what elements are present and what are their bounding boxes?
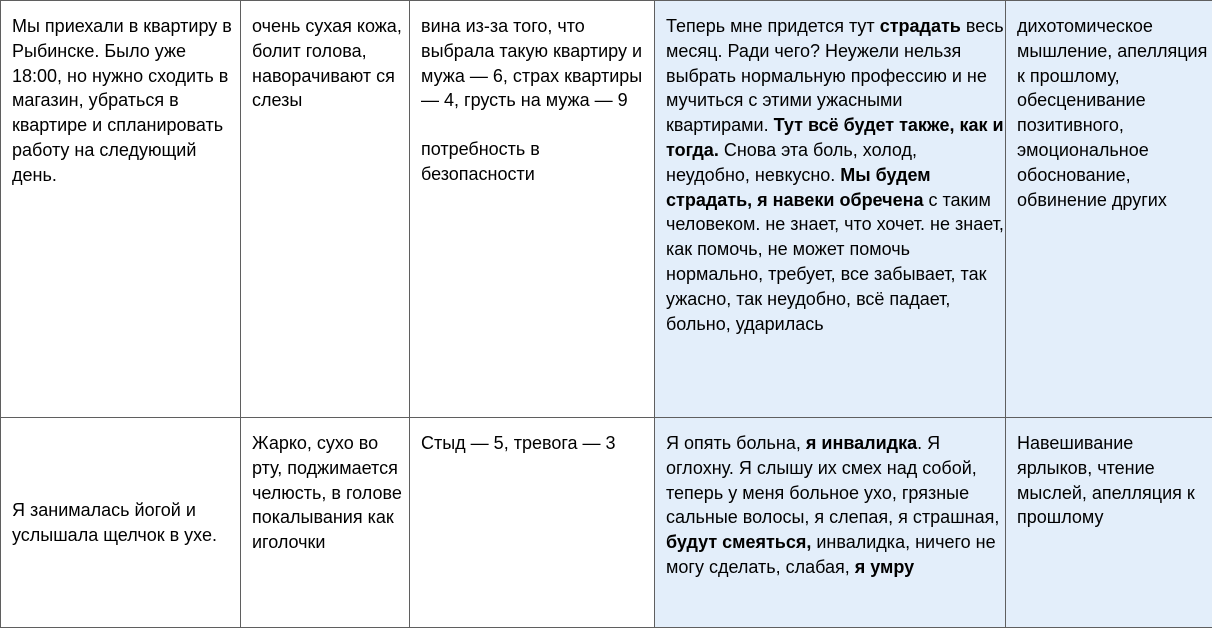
emotions-cell: [410, 418, 655, 628]
body-sensations-cell: [241, 1, 410, 418]
table-row: [1, 1, 1212, 418]
body-sensations-text: очень сухая кожа, болит голова, наворачивают ся слезы: [252, 16, 402, 110]
thought-emphasis: Мы будем страдать, я навеки обречена: [666, 165, 931, 210]
distortions-text: дихотомическое мышление, апелляция к прошлому, обесценивание позитивного, эмоциональное обоснование, обвинение других: [1017, 16, 1207, 210]
thought-emphasis: страдать: [880, 16, 961, 36]
thought-emphasis: я умру: [855, 557, 914, 577]
situation-cell: [1, 1, 241, 418]
needs-text: потребность в безопасности: [421, 137, 654, 187]
thought-text: . Я оглохну. Я слышу их смех над собой, теперь у меня больное ухо, грязные сальные волосы, я слепая, я страшная,: [666, 433, 999, 527]
body-sensations-cell: [241, 418, 410, 628]
situation-text: Я занималась йогой и услышала щелчок в ухе.: [12, 500, 217, 545]
thought-emphasis: Тут всё будет также, как и тогда.: [666, 115, 1004, 160]
cognitive-distortions-cell: [1006, 1, 1212, 418]
table-row: [1, 418, 1212, 628]
thought-emphasis: я инвалидка: [806, 433, 917, 453]
thought-text: Я опять больна,: [666, 433, 806, 453]
thought-text: Снова эта боль, холод, неудобно, невкусно.: [666, 140, 917, 185]
thought-text: инвалидка, ничего не могу сделать, слабая,: [666, 532, 996, 577]
thought-text: с таким человеком. не знает, что хочет. не знает, как помочь, не может помочь нормально, требует, все забывает, так ужасно, так неудобно, всё падает, больно, ударилась: [666, 190, 1004, 334]
situation-cell: [1, 418, 241, 628]
situation-text: Мы приехали в квартиру в Рыбинске. Было уже 18:00, но нужно сходить в магазин, убраться в квартире и спланировать работу на следующий день.: [12, 16, 232, 185]
emotions-cell: [410, 1, 655, 418]
thought-text: Теперь мне придется тут: [666, 16, 880, 36]
automatic-thoughts-cell: [655, 1, 1006, 418]
thought-emphasis: будут смеяться,: [666, 532, 811, 552]
body-sensations-text: Жарко, сухо во рту, поджимается челюсть, в голове покалывания как иголочки: [252, 433, 402, 552]
emotions-text: вина из-за того, что выбрала такую квартиру и мужа — 6, страх квартиры — 4, грусть на мужа — 9: [421, 14, 654, 113]
emotions-text: Стыд — 5, тревога — 3: [421, 431, 654, 456]
cognitive-distortions-cell: [1006, 418, 1212, 628]
automatic-thoughts-cell: [655, 418, 1006, 628]
thought-text: весь месяц. Ради чего? Неужели нельзя выбрать нормальную профессию и не мучиться с этими ужасными квартирами.: [666, 16, 1004, 135]
distortions-text: Навешивание ярлыков, чтение мыслей, апелляция к прошлому: [1017, 433, 1195, 527]
